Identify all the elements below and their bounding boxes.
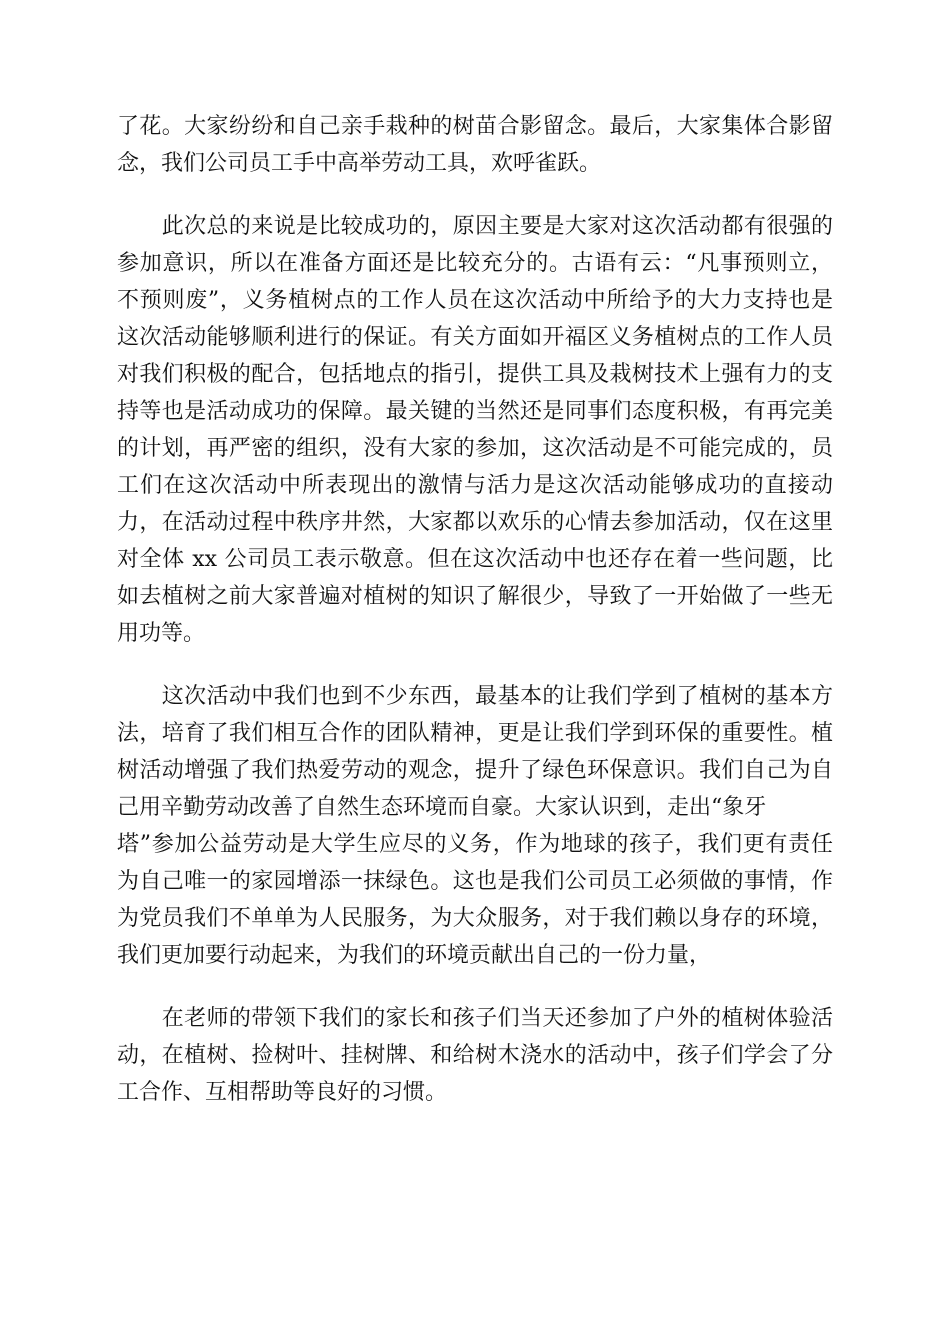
text-line: 不预则废”，义务植树点的工作人员在这次活动中所给予的大力支持也是 — [117, 288, 833, 313]
text-line: 这次活动中我们也到不少东西，最基本的让我们学到了植树的基本方 — [117, 684, 833, 709]
text-line: 动，在植树、捡树叶、挂树牌、和给树木浇水的活动中，孩子们学会了分 — [117, 1043, 833, 1068]
text-line: 在老师的带领下我们的家长和孩子们当天还参加了户外的植树体验活 — [117, 1006, 833, 1031]
text-line: 己用辛勤劳动改善了自然生态环境而自豪。大家认识到，走出“象牙 — [117, 795, 767, 820]
text-line: 参加意识，所以在准备方面还是比较充分的。古语有云：“凡事预则立， — [117, 251, 833, 276]
text-line: 力，在活动过程中秩序井然，大家都以欢乐的心情去参加活动，仅在这里 — [117, 510, 833, 535]
paragraph-3 — [117, 678, 833, 974]
text-line: 为党员我们不单单为人民服务，为大众服务，对于我们赖以身存的环境， — [117, 906, 833, 931]
text-line: 的计划，再严密的组织，没有大家的参加，这次活动是不可能完成的，员 — [117, 436, 833, 461]
text-line: 对全体 xx 公司员工表示敬意。但在这次活动中也还存在着一些问题，比 — [117, 547, 833, 572]
paragraph-4 — [117, 1000, 833, 1111]
paragraph-spacer — [117, 182, 833, 208]
paragraph-1 — [117, 108, 833, 182]
paragraph-spacer — [117, 974, 833, 1000]
text-line: 用功等。 — [117, 621, 206, 646]
text-line: 我们更加要行动起来，为我们的环境贡献出自己的一份力量， — [117, 943, 712, 968]
text-line: 工合作、互相帮助等良好的习惯。 — [117, 1080, 448, 1105]
text-line: 这次活动能够顺利进行的保证。有关方面如开福区义务植树点的工作人员 — [117, 325, 833, 350]
paragraph-spacer — [117, 652, 833, 678]
text-line: 念，我们公司员工手中高举劳动工具，欢呼雀跃。 — [117, 151, 602, 176]
text-line: 如去植树之前大家普遍对植树的知识了解很少，导致了一开始做了一些无 — [117, 584, 833, 609]
text-line: 为自己唯一的家园增添一抹绿色。这也是我们公司员工必须做的事情，作 — [117, 869, 833, 894]
document-body — [117, 108, 833, 1111]
text-line: 了花。大家纷纷和自己亲手栽种的树苗合影留念。最后，大家集体合影留 — [117, 114, 833, 139]
text-line: 树活动增强了我们热爱劳动的观念，提升了绿色环保意识。我们自己为自 — [117, 758, 833, 783]
text-line: 塔”参加公益劳动是大学生应尽的义务，作为地球的孩子，我们更有责任 — [117, 832, 833, 857]
text-line: 工们在这次活动中所表现出的激情与活力是这次活动能够成功的直接动 — [117, 473, 833, 498]
text-line: 此次总的来说是比较成功的，原因主要是大家对这次活动都有很强的 — [117, 214, 833, 239]
text-line: 法，培育了我们相互合作的团队精神，更是让我们学到环保的重要性。植 — [117, 721, 833, 746]
paragraph-2 — [117, 208, 833, 652]
text-line: 对我们积极的配合，包括地点的指引，提供工具及栽树技术上强有力的支 — [117, 362, 833, 387]
text-line: 持等也是活动成功的保障。最关键的当然还是同事们态度积极，有再完美 — [117, 399, 833, 424]
